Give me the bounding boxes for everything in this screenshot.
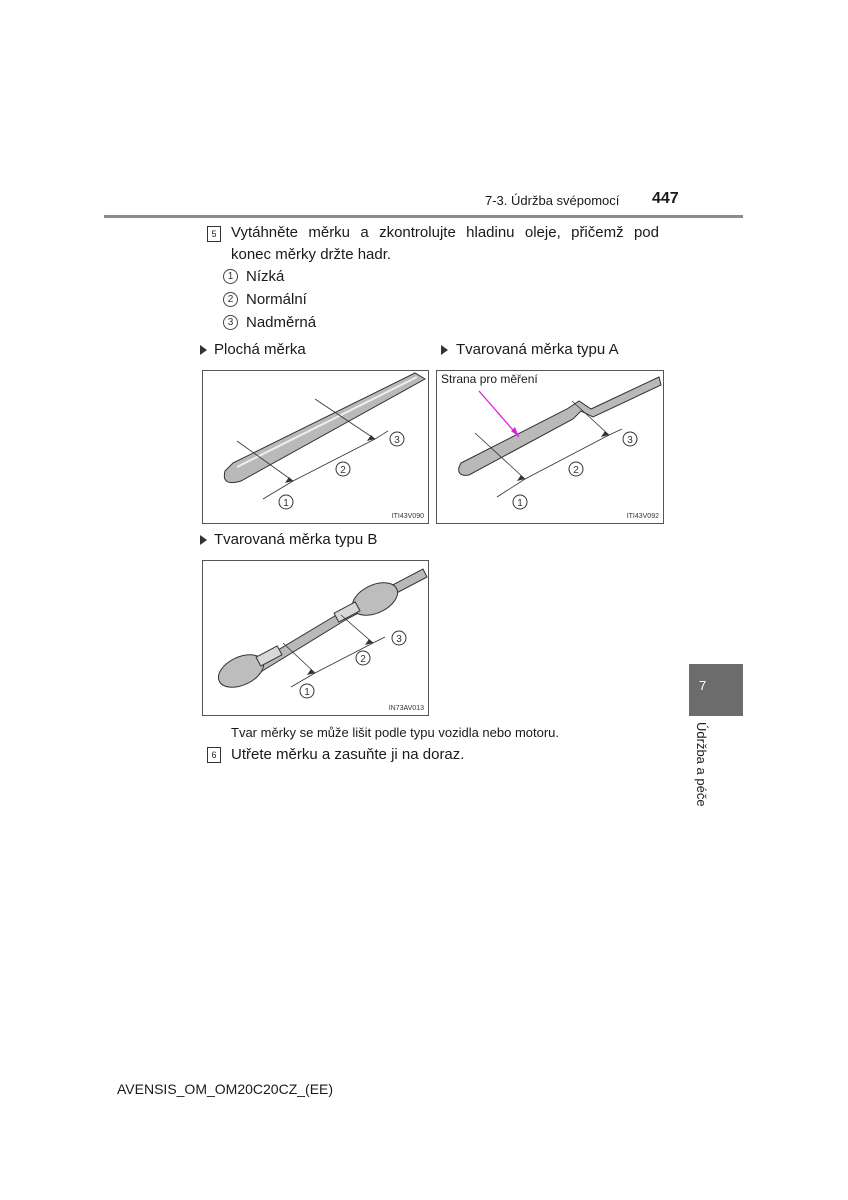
page-number: 447 — [652, 190, 679, 207]
callout-3: 3 — [627, 435, 633, 446]
item-normal: Normální — [246, 291, 307, 308]
chapter-label: Údržba a péče — [694, 722, 709, 807]
callout-2: 2 — [340, 465, 346, 476]
heading-flat-dipstick: Plochá měrka — [214, 341, 306, 358]
triangle-bullet-icon — [441, 345, 448, 355]
callout-3: 3 — [394, 435, 400, 446]
chapter-number: 7 — [699, 678, 707, 693]
figure-type-b — [202, 560, 429, 716]
type-b-dipstick-illustration — [203, 561, 428, 715]
figure-code: ITI43V092 — [626, 513, 659, 520]
callout-1: 1 — [304, 687, 310, 698]
chapter-tab — [689, 664, 743, 716]
step-5-marker: 5 — [207, 226, 221, 242]
heading-type-a: Tvarovaná měrka typu A — [456, 341, 619, 358]
callout-1: 1 — [283, 498, 289, 509]
callout-2: 2 — [573, 465, 579, 476]
triangle-bullet-icon — [200, 535, 207, 545]
item-marker-1: 1 — [223, 269, 238, 284]
step-6-text: Utřete měrku a zasuňte ji na doraz. — [231, 746, 465, 763]
heading-type-b: Tvarovaná měrka typu B — [214, 531, 378, 548]
footer-doc-id: AVENSIS_OM_OM20C20CZ_(EE) — [117, 1081, 334, 1097]
section-title: 7-3. Údržba svépomocí — [485, 193, 620, 208]
figure-type-a — [436, 370, 664, 524]
item-marker-3: 3 — [223, 315, 238, 330]
step-5-text: Vytáhněte měrku a zkontrolujte hladinu oleje, přičemž pod konec měrky držte hadr. — [231, 224, 659, 263]
callout-3: 3 — [396, 634, 402, 645]
measuring-side-label: Strana pro měření — [441, 372, 538, 386]
header-rule — [104, 215, 743, 218]
figure-flat-dipstick — [202, 370, 429, 524]
callout-2: 2 — [360, 654, 366, 665]
triangle-bullet-icon — [200, 345, 207, 355]
item-excessive: Nadměrná — [246, 314, 317, 331]
figure-code: ITI43V090 — [391, 513, 424, 520]
figure-code: IN73AV013 — [388, 705, 424, 712]
note-text: Tvar měrky se může lišit podle typu vozidla nebo motoru. — [231, 725, 560, 740]
item-low: Nízká — [246, 268, 285, 285]
flat-dipstick-illustration — [203, 371, 428, 523]
item-marker-2: 2 — [223, 292, 238, 307]
callout-1: 1 — [517, 498, 523, 509]
type-a-dipstick-illustration — [437, 371, 663, 523]
step-6-marker: 6 — [207, 747, 221, 763]
